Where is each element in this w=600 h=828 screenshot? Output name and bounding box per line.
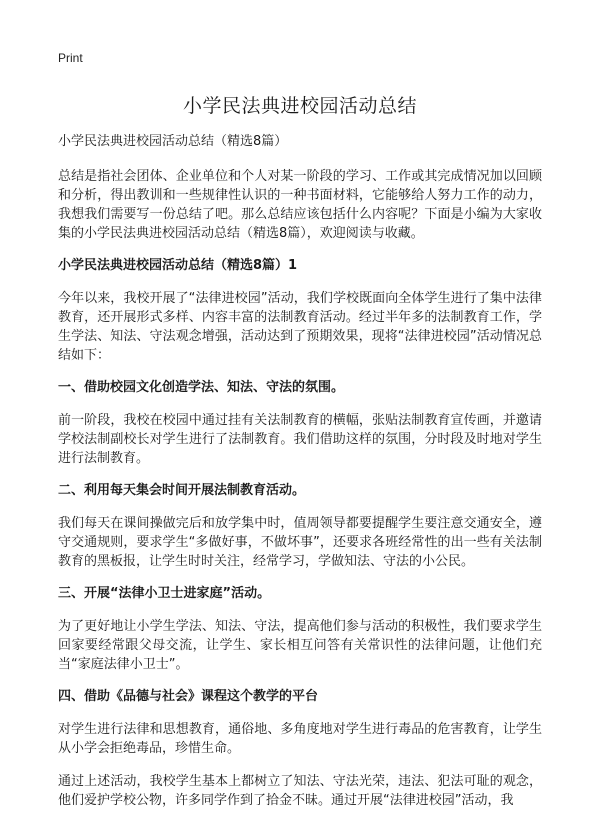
section-heading-1: 一、借助校园文化创造学法、知法、守法的氛围。 bbox=[58, 380, 345, 395]
section-body-2: 我们每天在课间操做完后和放学集中时，值周领导都要提醒学生要注意交通安全，遵守交通规则，要求学生“多做好事，不做坏事”，还要求各班经常性的出一些有关法制教育的黑板报，让学生时时关注，经常学习，学做知法、守法的小公民。 bbox=[58, 516, 542, 569]
closing-paragraph: 通过上述活动，我校学生基本上都树立了知法、守法光荣，违法、犯法可耻的观念，他们爱护学校公物，许多同学作到了拾金不昧。通过开展“法律进校园”活动，我 bbox=[58, 774, 542, 808]
section-body-3: 为了更好地让小学生学法、知法、守法，提高他们参与活动的积极性，我们要求学生回家要经常跟父母交流，让学生、家长相互问答有关常识性的法律问题，让他们充当“家庭法律小卫士”。 bbox=[58, 619, 542, 672]
print-link[interactable]: Print bbox=[58, 51, 83, 65]
article-heading: 小学民法典进校园活动总结（精选8篇）1 bbox=[58, 258, 298, 273]
document-subtitle: 小学民法典进校园活动总结（精选8篇） bbox=[58, 134, 288, 149]
section-heading-2: 二、利用每天集会时间开展法制教育活动。 bbox=[58, 483, 306, 498]
section-heading-3: 三、开展“法律小卫士进家庭”活动。 bbox=[58, 586, 271, 601]
section-body-4: 对学生进行法律和思想教育，通俗地、多角度地对学生进行毒品的危害教育，让学生从小学会拒绝毒品，珍惜生命。 bbox=[58, 722, 542, 756]
intro-paragraph: 总结是指社会团体、企业单位和个人对某一阶段的学习、工作或其完成情况加以回顾和分析，得出教训和一些规律性认识的一种书面材料，它能够给人努力工作的动力，我想我们需要写一份总结了吧。那么总结应该包括什么内容呢？下面是小编为大家收集的小学民法典进校园活动总结（精选8篇），欢迎阅读与收藏。 bbox=[58, 169, 542, 241]
article-intro-paragraph: 今年以来，我校开展了“法律进校园”活动，我们学校既面向全体学生进行了集中法律教育，还开展形式多样、内容丰富的法制教育活动。经过半年多的法制教育工作，学生学法、知法、守法观念增强，活动达到了预期效果，现将“法律进校园”活动情况总结如下： bbox=[58, 291, 542, 363]
document-title: 小学民法典进校园活动总结 bbox=[182, 95, 417, 117]
section-heading-4: 四、借助《品德与社会》课程这个教学的平台 bbox=[58, 689, 319, 704]
section-body-1: 前一阶段，我校在校园中通过挂有关法制教育的横幅，张贴法制教育宣传画，并邀请学校法制副校长对学生进行了法制教育。我们借助这样的氛围，分时段及时地对学生进行法制教育。 bbox=[58, 413, 542, 466]
